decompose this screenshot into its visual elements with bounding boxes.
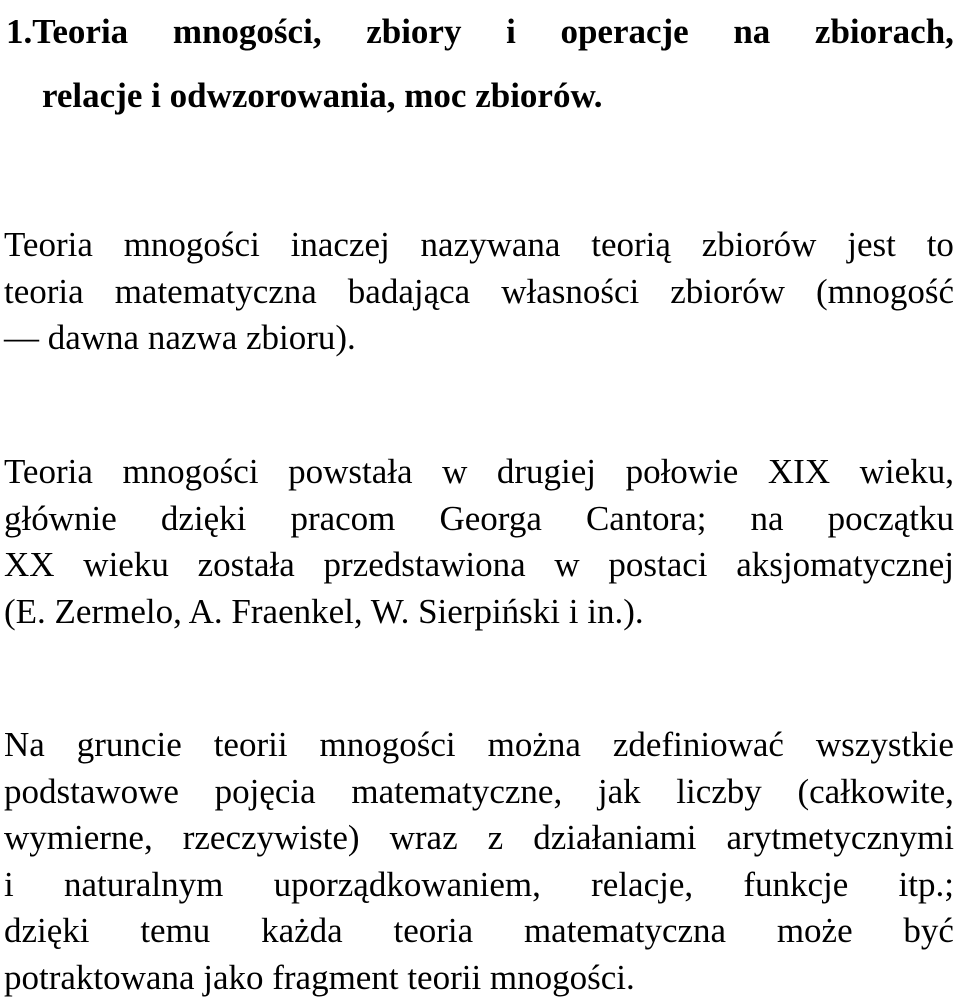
text-line: dzięki temu każda teoria matematyczna może być	[4, 908, 954, 955]
heading-word: zbiorach,	[815, 0, 954, 64]
paragraph-foundations	[4, 722, 954, 1001]
heading-line-1	[6, 0, 954, 64]
text-line: podstawowe pojęcia matematyczne, jak liczby (całkowite,	[4, 769, 954, 816]
section-heading	[6, 0, 954, 128]
paragraph-definition	[4, 222, 954, 362]
heading-word: na	[733, 0, 770, 64]
text-line: Teoria mnogości inaczej nazywana teorią zbiorów jest to	[4, 222, 954, 269]
text-line: XX wieku została przedstawiona w postaci aksjomatycznej	[4, 542, 954, 589]
text-line: wymierne, rzeczywiste) wraz z działaniami arytmetycznymi	[4, 815, 954, 862]
heading-word: mnogości,	[173, 0, 322, 64]
heading-number-and-word: 1.Teoria	[6, 0, 128, 64]
heading-word: operacje	[560, 0, 688, 64]
text-line: — dawna nazwa zbioru).	[4, 315, 954, 362]
text-line: potraktowana jako fragment teorii mnogości.	[4, 955, 954, 1001]
paragraph-history	[4, 449, 954, 635]
text-line: teoria matematyczna badająca własności zbiorów (mnogość	[4, 269, 954, 316]
text-line: Teoria mnogości powstała w drugiej połowie XIX wieku,	[4, 449, 954, 496]
heading-word: zbiory	[366, 0, 461, 64]
text-line: głównie dzięki pracom Georga Cantora; na początku	[4, 496, 954, 543]
heading-line-2: relacje i odwzorowania, moc zbiorów.	[6, 64, 954, 128]
text-line: Na gruncie teorii mnogości można zdefiniować wszystkie	[4, 722, 954, 769]
heading-word: i	[506, 0, 516, 64]
text-line: (E. Zermelo, A. Fraenkel, W. Sierpiński i in.).	[4, 589, 954, 636]
text-line: i naturalnym uporządkowaniem, relacje, funkcje itp.;	[4, 862, 954, 909]
